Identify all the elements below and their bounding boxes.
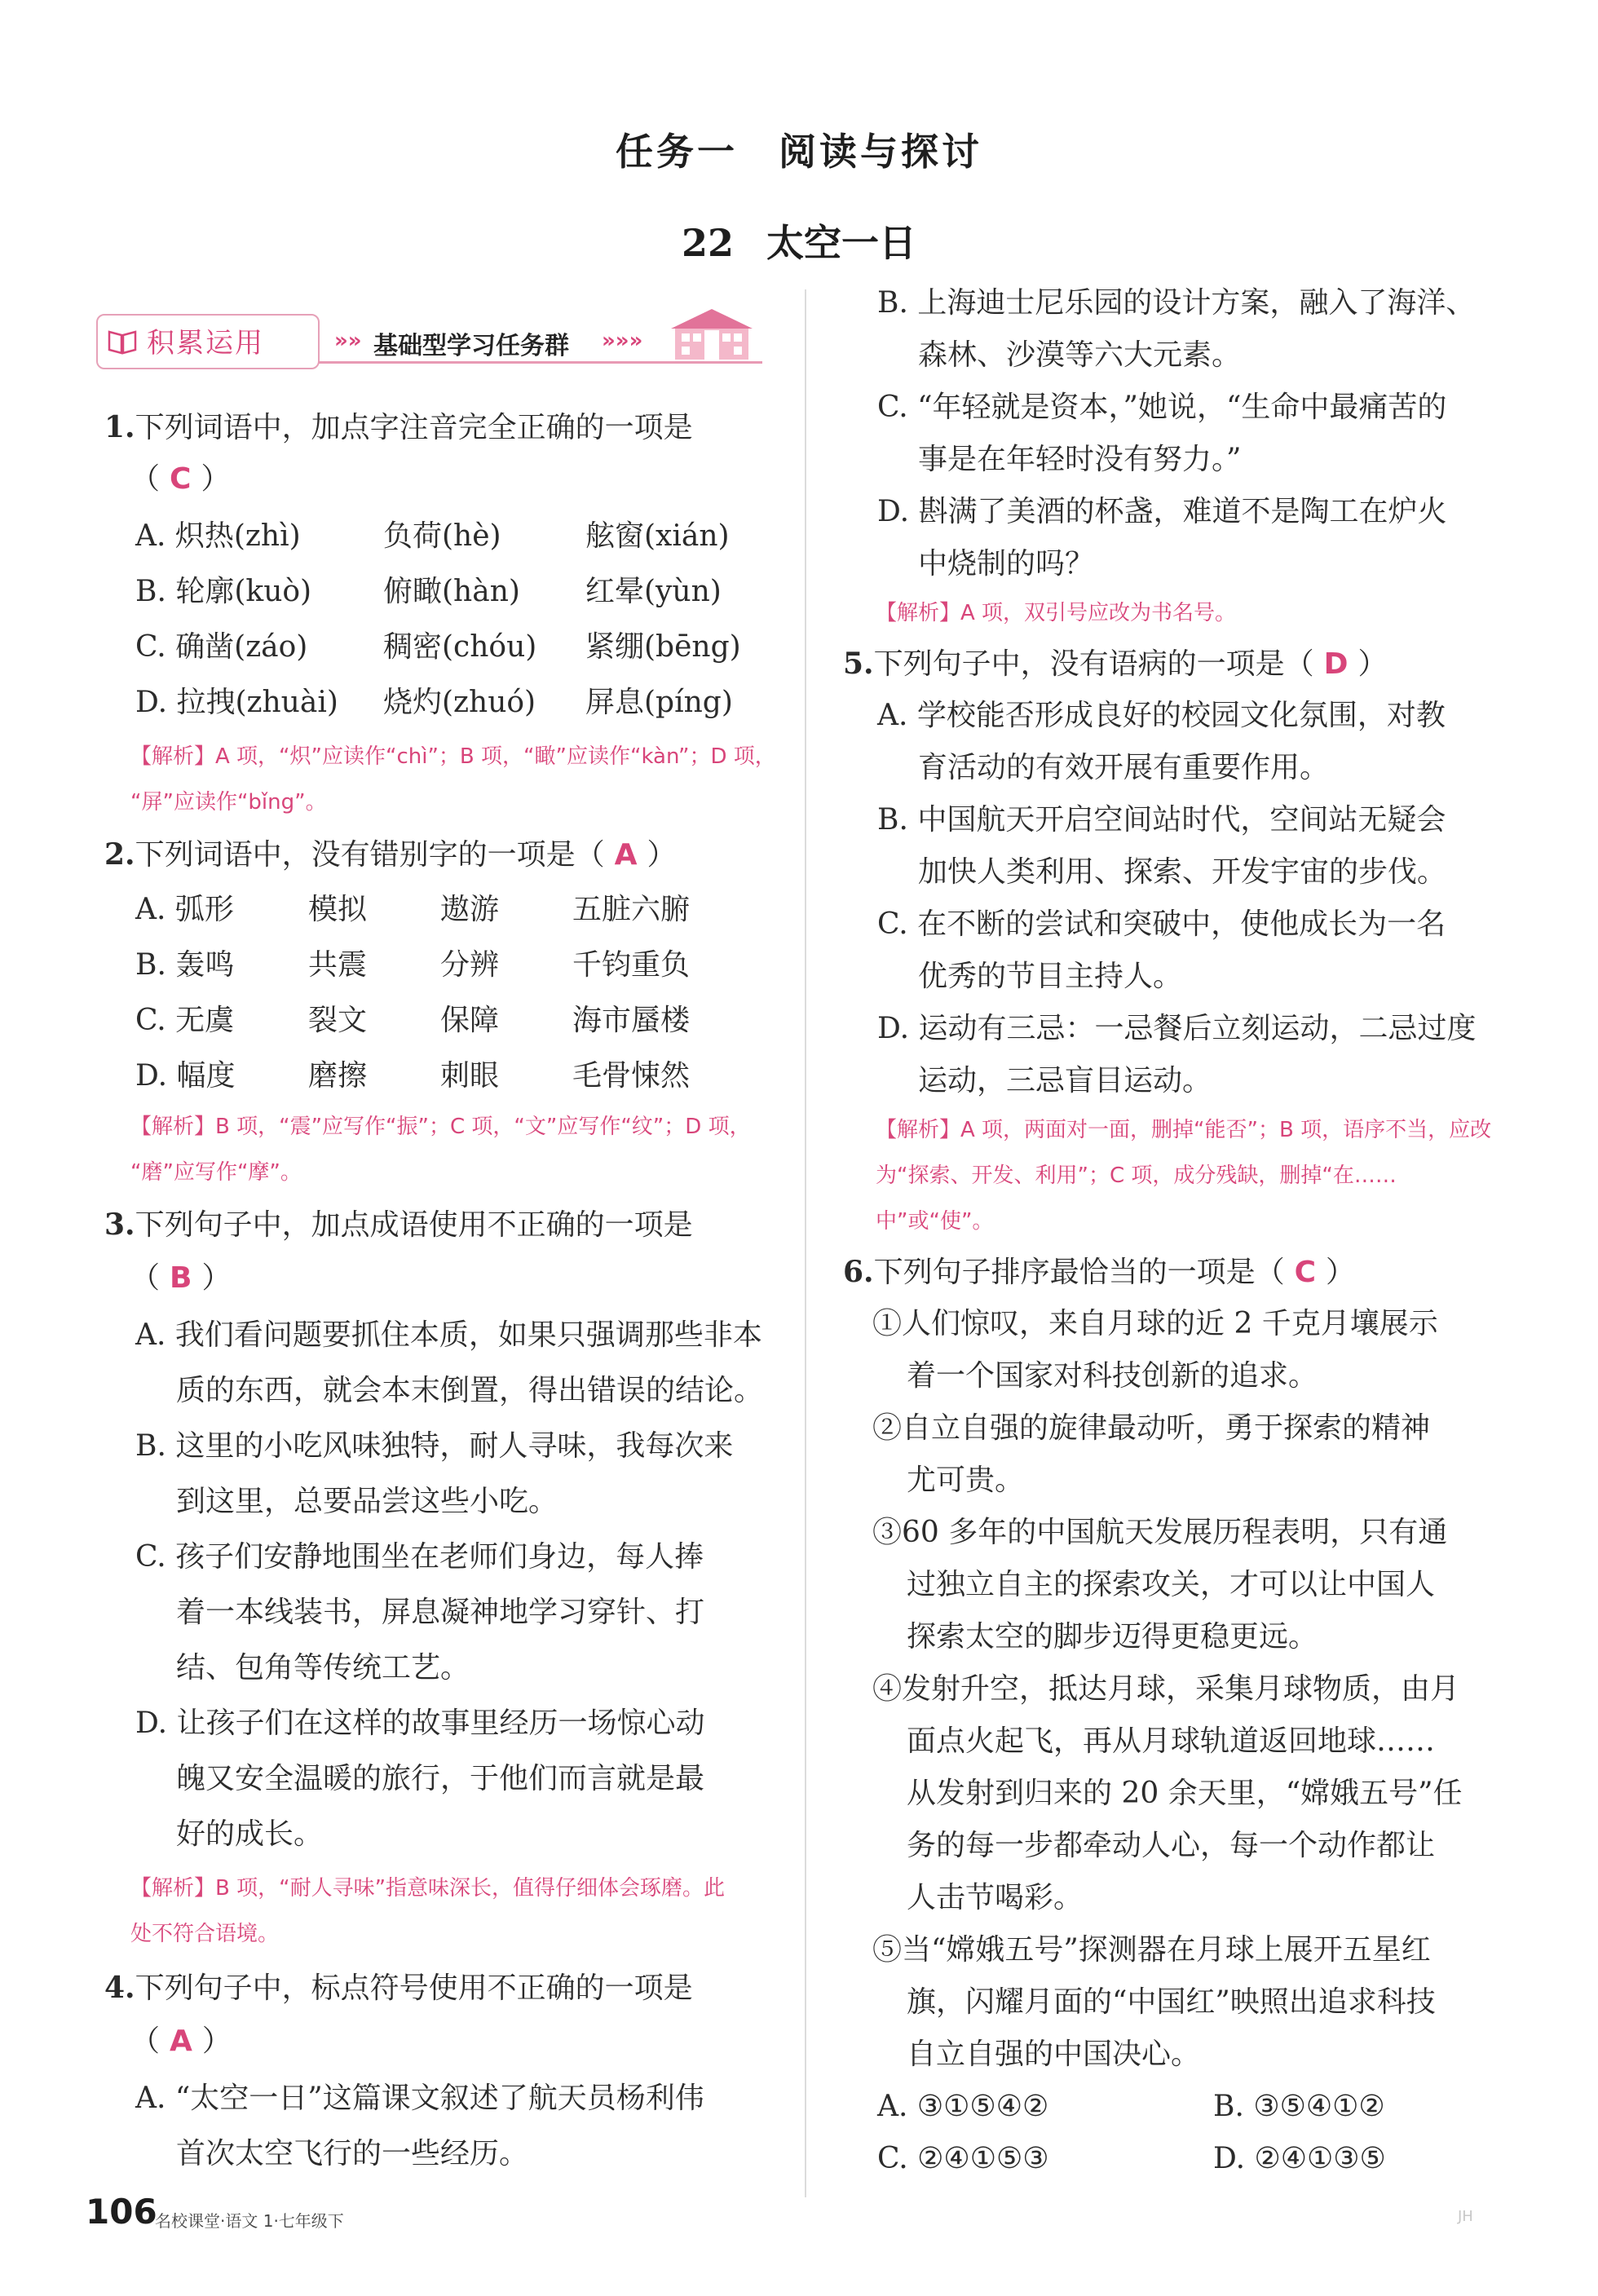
analysis-text: 为“探索、开发、利用”；C 项，成分残缺，删掉“在…… bbox=[876, 1163, 1397, 1188]
option-cell: D. 拉拽(zhuài) bbox=[135, 686, 338, 719]
question-number: 1. bbox=[104, 410, 135, 444]
footer-text: 名校课堂·语文 1·七年级下 bbox=[155, 2211, 344, 2231]
option-line: 结、包角等传统工艺。 bbox=[176, 1651, 470, 1684]
option-line: D. 斟满了美酒的杯盏，难道不是陶工在炉火 bbox=[877, 495, 1447, 528]
question-stem: 下列句子中，标点符号使用不正确的一项是 bbox=[135, 1971, 693, 2005]
option-cell: 磨擦 bbox=[308, 1059, 368, 1093]
option-cell: 稠密(chóu) bbox=[383, 630, 537, 664]
option-line: 质的东西，就会本末倒置，得出错误的结论。 bbox=[176, 1374, 764, 1407]
page-number: 106 bbox=[86, 2192, 157, 2232]
chevrons-icon: »»» bbox=[602, 329, 643, 353]
sentence-line: 人击节喝彩。 bbox=[907, 1881, 1084, 1914]
option-line: B. 中国航天开启空间站时代，空间站无疑会 bbox=[877, 803, 1446, 837]
lesson-name: 太空一日 bbox=[766, 221, 916, 265]
question-stem: 下列词语中，没有错别字的一项是（ bbox=[135, 838, 605, 872]
sentence-line: ④发射升空，抵达月球，采集月球物质，由月 bbox=[872, 1672, 1460, 1706]
question-number: 5. bbox=[843, 647, 874, 681]
option-cell: B. 轰鸣 bbox=[135, 948, 235, 982]
option-line: 育活动的有效开展有重要作用。 bbox=[918, 751, 1330, 784]
option-line: 森林、沙漠等六大元素。 bbox=[918, 338, 1242, 372]
answer-choice: C bbox=[170, 462, 192, 496]
question-2: 2.下列词语中，没有错别字的一项是（ A ） bbox=[104, 837, 677, 872]
banner-label-box bbox=[96, 314, 320, 369]
answer-line: （ A ） bbox=[130, 2024, 232, 2058]
option-cell: 共震 bbox=[308, 948, 368, 982]
option-line: C. “年轻就是资本，”她说，“生命中最痛苦的 bbox=[877, 391, 1447, 424]
option-line: 运动，三忌盲目运动。 bbox=[918, 1064, 1212, 1097]
question-number: 3. bbox=[104, 1208, 135, 1242]
option-line: D. 运动有三忌：一忌餐后立刻运动，二忌过度 bbox=[877, 1012, 1477, 1045]
banner-subtitle: 基础型学习任务群 bbox=[373, 332, 569, 360]
answer-choice: A bbox=[170, 2024, 192, 2058]
answer-line: （ C ） bbox=[130, 462, 231, 496]
section-banner bbox=[96, 314, 773, 371]
sentence-line: 旗，闪耀月面的“中国红”映照出追求科技 bbox=[907, 1985, 1436, 2019]
banner-label: 积累运用 bbox=[147, 327, 264, 360]
analysis-text: 【解析】A 项，“炽”应读作“chì”；B 项，“瞰”应读作“kàn”；D 项， bbox=[130, 744, 776, 769]
option-line: D. 让孩子们在这样的故事里经历一场惊心动 bbox=[135, 1707, 705, 1740]
analysis-text: 【解析】B 项，“耐人寻味”指意味深长，值得仔细体会琢磨。此 bbox=[130, 1876, 726, 1901]
option-cell: A. 炽热(zhì) bbox=[135, 519, 301, 553]
chevrons-icon: »» bbox=[334, 329, 362, 353]
option-cell: B. ③⑤④①② bbox=[1213, 2090, 1385, 2123]
option-cell: 裂文 bbox=[308, 1004, 368, 1037]
column-divider bbox=[805, 289, 806, 2197]
option-line: 事是在年轻时没有努力。” bbox=[918, 443, 1242, 476]
lesson-title bbox=[0, 214, 1598, 267]
option-cell: A. 弧形 bbox=[135, 893, 234, 926]
sentence-line: ②自立自强的旋律最动听，勇于探索的精神 bbox=[872, 1411, 1431, 1445]
question-1 bbox=[104, 401, 781, 454]
option-line: A. 学校能否形成良好的校园文化氛围，对教 bbox=[877, 699, 1446, 732]
question-number: 4. bbox=[104, 1971, 135, 2005]
option-cell: C. 无虞 bbox=[135, 1004, 235, 1037]
footer-mark: JH bbox=[1458, 2208, 1473, 2225]
sentence-line: 探索太空的脚步迈得更稳更远。 bbox=[907, 1620, 1318, 1654]
sentence-line: 面点火起飞，再从月球轨道返回地球…… bbox=[907, 1724, 1436, 1758]
answer-choice: D bbox=[1323, 647, 1349, 681]
option-line: A. “太空一日”这篇课文叙述了航天员杨利伟 bbox=[135, 2082, 704, 2115]
sentence-line: 自立自强的中国决心。 bbox=[907, 2038, 1201, 2071]
answer-choice: A bbox=[614, 838, 638, 872]
question-stem: 下列句子中，没有语病的一项是（ bbox=[873, 647, 1314, 681]
sentence-line: ③60 多年的中国航天发展历程表明，只有通 bbox=[872, 1516, 1448, 1549]
option-cell: 屏息(píng) bbox=[585, 686, 733, 719]
question-3 bbox=[104, 1199, 693, 1252]
option-cell: 分辨 bbox=[440, 948, 500, 982]
option-line: C. 在不断的尝试和突破中，使他成长为一名 bbox=[877, 907, 1446, 941]
option-cell: A. ③①⑤④② bbox=[877, 2090, 1049, 2123]
lesson-number: 22 bbox=[681, 221, 734, 265]
question-stem: 下列句子排序最恰当的一项是（ bbox=[873, 1256, 1285, 1289]
option-line: A. 我们看问题要抓住本质，如果只强调那些非本 bbox=[135, 1318, 762, 1352]
option-line: 加快人类利用、探索、开发宇宙的步伐。 bbox=[918, 855, 1447, 889]
analysis-text: 中”或“使”。 bbox=[876, 1209, 994, 1234]
answer-line: （ B ） bbox=[130, 1261, 232, 1295]
question-stem: 下列词语中，加点字注音完全正确的一项是 bbox=[135, 411, 693, 444]
option-cell: 刺眼 bbox=[440, 1059, 500, 1093]
school-building-icon bbox=[667, 306, 757, 363]
option-line: 着一本线装书，屏息凝神地学习穿针、打 bbox=[176, 1596, 705, 1629]
option-cell: D. 幅度 bbox=[135, 1059, 236, 1093]
analysis-text: “磨”应写作“摩”。 bbox=[130, 1160, 302, 1185]
question-number: 2. bbox=[104, 837, 135, 872]
option-cell: C. ②④①⑤③ bbox=[877, 2142, 1049, 2175]
analysis-text: 【解析】A 项，双引号应改为书名号。 bbox=[876, 601, 1237, 625]
question-stem: 下列句子中，加点成语使用不正确的一项是 bbox=[135, 1208, 693, 1242]
option-cell: 负荷(hè) bbox=[383, 519, 501, 553]
book-icon bbox=[106, 325, 139, 358]
sentence-line: 务的每一步都牵动人心，每一个动作都让 bbox=[907, 1829, 1436, 1862]
option-line: C. 孩子们安静地围坐在老师们身边，每人捧 bbox=[135, 1540, 704, 1574]
option-cell: 模拟 bbox=[308, 893, 368, 926]
answer-choice: B bbox=[170, 1261, 192, 1295]
analysis-text: 处不符合语境。 bbox=[130, 1922, 280, 1946]
sentence-line: ①人们惊叹，来自月球的近 2 千克月壤展示 bbox=[872, 1307, 1438, 1340]
option-cell: 红晕(yùn) bbox=[585, 575, 722, 608]
option-cell: C. 确凿(záo) bbox=[135, 630, 308, 664]
option-cell: D. ②④①③⑤ bbox=[1213, 2142, 1386, 2175]
analysis-text: 【解析】B 项，“震”应写作“振”；C 项，“文”应写作“纹”；D 项， bbox=[130, 1115, 751, 1139]
option-line: 中烧制的吗？ bbox=[918, 547, 1095, 581]
answer-choice: C bbox=[1294, 1256, 1317, 1289]
option-line: B. 上海迪士尼乐园的设计方案，融入了海洋、 bbox=[877, 286, 1476, 320]
option-line: 到这里，总要品尝这些小吃。 bbox=[176, 1485, 558, 1518]
option-cell: 俯瞰(hàn) bbox=[383, 575, 520, 608]
analysis-text: “屏”应读作“bǐng”。 bbox=[130, 790, 327, 815]
option-line: 好的成长。 bbox=[176, 1817, 324, 1851]
option-line: 首次太空飞行的一些经历。 bbox=[176, 2137, 529, 2170]
sentence-line: 从发射到归来的 20 余天里，“嫦娥五号”任 bbox=[907, 1777, 1463, 1810]
sentence-line: 过独立自主的探索攻关，才可以让中国人 bbox=[907, 1568, 1436, 1601]
sentence-line: ⑤当“嫦娥五号”探测器在月球上展开五星红 bbox=[872, 1933, 1431, 1967]
question-4 bbox=[104, 1962, 693, 2015]
option-cell: 紧绷(bēng) bbox=[585, 630, 741, 664]
analysis-text: 【解析】A 项，两面对一面，删掉“能否”；B 项，语序不当，应改 bbox=[876, 1118, 1492, 1142]
task-title: 任务一 阅读与探讨 bbox=[616, 130, 982, 174]
question-6: 6.下列句子排序最恰当的一项是（ C ） bbox=[843, 1255, 1356, 1289]
sentence-line: 尤可贵。 bbox=[907, 1464, 1025, 1497]
option-cell: 毛骨悚然 bbox=[572, 1059, 691, 1093]
question-number: 6. bbox=[843, 1255, 874, 1289]
option-cell: 千钧重负 bbox=[572, 948, 691, 982]
option-line: 魄又安全温暖的旅行，于他们而言就是最 bbox=[176, 1762, 705, 1795]
option-cell: 遨游 bbox=[440, 893, 500, 926]
option-cell: 五脏六腑 bbox=[572, 893, 691, 926]
option-line: B. 这里的小吃风味独特，耐人寻味，我每次来 bbox=[135, 1429, 734, 1463]
option-cell: 海市蜃楼 bbox=[572, 1004, 691, 1037]
sentence-line: 着一个国家对科技创新的追求。 bbox=[907, 1359, 1318, 1393]
option-cell: B. 轮廓(kuò) bbox=[135, 575, 312, 608]
option-cell: 舷窗(xián) bbox=[585, 519, 730, 553]
question-5: 5.下列句子中，没有语病的一项是（ D ） bbox=[843, 647, 1388, 681]
option-line: 优秀的节目主持人。 bbox=[918, 960, 1183, 993]
option-cell: 烧灼(zhuó) bbox=[383, 686, 536, 719]
option-cell: 保障 bbox=[440, 1004, 500, 1037]
